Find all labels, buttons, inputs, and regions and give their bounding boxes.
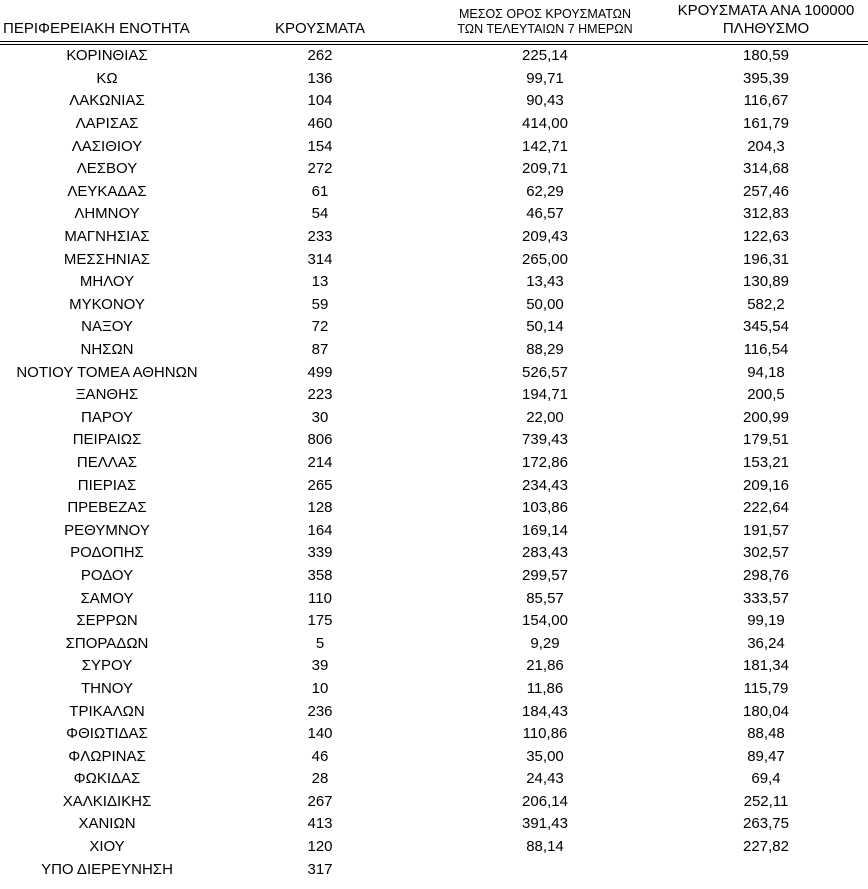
table-row	[0, 43, 868, 68]
cell-avg7: 154,00	[522, 612, 568, 630]
table-row	[0, 339, 868, 362]
table-row	[0, 858, 868, 881]
cell-region: ΚΩ	[96, 69, 118, 87]
cell-per100k: 36,24	[747, 634, 785, 652]
cell-cases: 120	[307, 838, 333, 856]
cell-avg7: 169,14	[522, 521, 568, 539]
cell-per100k: 263,75	[743, 815, 789, 833]
table-body	[0, 43, 868, 881]
cell-per100k: 116,54	[743, 341, 789, 359]
cell-region: ΣΕΡΡΩΝ	[76, 612, 138, 630]
table-row	[0, 565, 868, 588]
table-row	[0, 68, 868, 91]
cell-region: ΣΑΜΟΥ	[80, 589, 134, 607]
column-header-cases-per-100000-line1: ΚΡΟΥΣΜΑΤΑ ΑΝΑ 100000	[677, 2, 855, 19]
cell-region: ΛΑΚΩΝΙΑΣ	[69, 92, 145, 110]
column-header-cases-per-100000-line2: ΠΛΗΘΥΣΜΟ	[722, 20, 810, 37]
cell-region: ΡΟΔΟΠΗΣ	[70, 544, 144, 562]
cell-per100k: 196,31	[743, 250, 789, 268]
cell-avg7: 526,57	[522, 363, 568, 381]
table-row	[0, 610, 868, 633]
cell-region: ΧΙΟΥ	[89, 838, 125, 856]
table-row	[0, 655, 868, 678]
cell-avg7: 283,43	[522, 544, 568, 562]
cell-cases: 413	[307, 815, 333, 833]
cell-per100k	[664, 858, 868, 881]
cell-cases: 460	[307, 115, 333, 133]
table-row	[0, 407, 868, 430]
cell-cases: 314	[307, 250, 333, 268]
cell-cases: 10	[311, 679, 329, 697]
cell-region: ΤΗΝΟΥ	[80, 679, 134, 697]
cell-per100k: 257,46	[743, 182, 789, 200]
table-header	[0, 0, 868, 43]
cell-cases: 339	[307, 544, 333, 562]
cell-cases: 272	[307, 160, 333, 178]
table-row	[0, 361, 868, 384]
column-header-7day-average-line2: ΤΩΝ ΤΕΛΕΥΤΑΙΩΝ 7 ΗΜΕΡΩΝ	[457, 22, 633, 36]
cell-avg7: 103,86	[522, 499, 568, 517]
cell-region: ΛΕΥΚΑΔΑΣ	[67, 182, 147, 200]
cell-region: ΛΑΡΙΣΑΣ	[75, 115, 139, 133]
cell-avg7: 142,71	[522, 137, 568, 155]
cell-per100k: 161,79	[743, 115, 789, 133]
column-header-cases: ΚΡΟΥΣΜΑΤΑ	[214, 0, 426, 43]
cell-per100k: 314,68	[743, 160, 789, 178]
cell-region: ΡΟΔΟΥ	[80, 566, 134, 584]
cell-avg7: 234,43	[522, 476, 568, 494]
cell-per100k: 191,57	[743, 521, 789, 539]
cell-avg7: 13,43	[526, 273, 564, 291]
table-row	[0, 723, 868, 746]
cell-per100k: 209,16	[743, 476, 789, 494]
cell-avg7: 22,00	[526, 408, 564, 426]
cell-region: ΛΑΣΙΘΙΟΥ	[71, 137, 143, 155]
cell-cases: 28	[311, 770, 329, 788]
cell-avg7: 391,43	[522, 815, 568, 833]
cell-per100k: 181,34	[743, 657, 789, 675]
cell-avg7: 194,71	[522, 386, 568, 404]
cell-avg7: 209,71	[522, 160, 568, 178]
cell-cases: 175	[307, 612, 333, 630]
cell-per100k: 200,5	[747, 386, 785, 404]
cell-region: ΣΠΟΡΑΔΩΝ	[65, 634, 149, 652]
cell-avg7: 46,57	[526, 205, 564, 223]
cell-avg7: 172,86	[522, 453, 568, 471]
cell-avg7: 11,86	[526, 679, 564, 697]
cell-cases: 104	[307, 92, 333, 110]
cell-per100k: 298,76	[743, 566, 789, 584]
cell-region: ΣΥΡΟΥ	[81, 657, 133, 675]
cell-cases: 39	[311, 657, 329, 675]
cell-per100k: 200,99	[743, 408, 789, 426]
cell-cases: 262	[307, 47, 333, 65]
table-row	[0, 248, 868, 271]
cell-region: ΚΟΡΙΝΘΙΑΣ	[66, 47, 148, 65]
cell-cases: 223	[307, 386, 333, 404]
table-row	[0, 497, 868, 520]
cell-cases: 806	[307, 431, 333, 449]
cell-per100k: 94,18	[747, 363, 785, 381]
column-header-7day-average	[426, 0, 664, 43]
cell-per100k: 333,57	[743, 589, 789, 607]
cell-per100k: 89,47	[747, 747, 785, 765]
cell-avg7: 414,00	[522, 115, 568, 133]
table-row	[0, 384, 868, 407]
table-row	[0, 678, 868, 701]
cell-cases: 267	[307, 792, 333, 810]
cell-cases: 46	[311, 747, 329, 765]
cell-cases: 59	[311, 295, 329, 313]
cell-per100k: 302,57	[743, 544, 789, 562]
cell-per100k: 582,2	[747, 295, 785, 313]
table-row	[0, 429, 868, 452]
cell-per100k: 180,04	[743, 702, 789, 720]
cell-cases: 72	[311, 318, 329, 336]
cell-avg7: 99,71	[526, 69, 564, 87]
cell-cases: 358	[307, 566, 333, 584]
cell-region: ΝΟΤΙΟΥ ΤΟΜΕΑ ΑΘΗΝΩΝ	[16, 363, 198, 381]
table-row	[0, 542, 868, 565]
column-header-region: ΠΕΡΙΦΕΡΕΙΑΚΗ ΕΝΟΤΗΤΑ	[0, 0, 214, 43]
cell-per100k: 99,19	[747, 612, 785, 630]
cell-cases: 499	[307, 363, 333, 381]
cell-avg7: 9,29	[530, 634, 560, 652]
cell-region: ΠΕΛΛΑΣ	[76, 453, 138, 471]
table-row	[0, 271, 868, 294]
table-row	[0, 632, 868, 655]
table-row	[0, 113, 868, 136]
cell-cases: 154	[307, 137, 333, 155]
table-row	[0, 768, 868, 791]
cell-region: ΠΑΡΟΥ	[80, 408, 134, 426]
cell-region: ΡΕΘΥΜΝΟΥ	[64, 521, 150, 539]
cell-avg7: 206,14	[522, 792, 568, 810]
cell-region: ΜΗΛΟΥ	[79, 273, 135, 291]
cell-per100k: 180,59	[743, 47, 789, 65]
cell-avg7: 35,00	[526, 747, 564, 765]
cell-avg7: 209,43	[522, 228, 568, 246]
cell-per100k: 130,89	[743, 273, 789, 291]
cell-avg7: 88,14	[526, 838, 564, 856]
cell-per100k: 179,51	[743, 431, 789, 449]
cell-region: ΞΑΝΘΗΣ	[75, 386, 139, 404]
cell-region: ΛΗΜΝΟΥ	[74, 205, 140, 223]
cell-avg7: 225,14	[522, 47, 568, 65]
cell-avg7: 62,29	[526, 182, 564, 200]
table-row	[0, 316, 868, 339]
table-row	[0, 519, 868, 542]
cell-cases: 54	[311, 205, 329, 223]
cell-per100k: 122,63	[743, 228, 789, 246]
cell-region: ΦΛΩΡΙΝΑΣ	[68, 747, 146, 765]
cell-per100k: 312,83	[743, 205, 789, 223]
cell-avg7: 299,57	[522, 566, 568, 584]
header-row	[0, 0, 868, 43]
cell-cases: 140	[307, 725, 333, 743]
cell-avg7: 184,43	[522, 702, 568, 720]
cell-region: ΠΙΕΡΙΑΣ	[77, 476, 137, 494]
cell-avg7: 265,00	[522, 250, 568, 268]
cell-region: ΜΑΓΝΗΣΙΑΣ	[64, 228, 150, 246]
cell-cases: 87	[311, 341, 329, 359]
cell-per100k: 252,11	[743, 792, 789, 810]
table-row	[0, 203, 868, 226]
table-row	[0, 158, 868, 181]
cell-avg7: 50,00	[526, 295, 564, 313]
cell-per100k: 204,3	[747, 137, 785, 155]
cell-per100k: 227,82	[743, 838, 789, 856]
table-row	[0, 452, 868, 475]
cell-region: ΛΕΣΒΟΥ	[76, 160, 138, 178]
table-row	[0, 836, 868, 859]
cell-region: ΧΑΛΚΙΔΙΚΗΣ	[62, 792, 152, 810]
table-row	[0, 813, 868, 836]
table-row	[0, 700, 868, 723]
cell-per100k: 115,79	[743, 679, 789, 697]
table-row	[0, 587, 868, 610]
cell-cases: 236	[307, 702, 333, 720]
cell-avg7: 85,57	[526, 589, 564, 607]
cell-region: ΧΑΝΙΩΝ	[78, 815, 136, 833]
cell-per100k: 222,64	[743, 499, 789, 517]
table-row	[0, 226, 868, 249]
table-row	[0, 745, 868, 768]
cell-avg7: 24,43	[526, 770, 564, 788]
table-row	[0, 90, 868, 113]
cell-avg7: 110,86	[522, 725, 568, 743]
column-header-7day-average-line1: ΜΕΣΟΣ ΟΡΟΣ ΚΡΟΥΣΜΑΤΩΝ	[458, 7, 632, 21]
table-row	[0, 791, 868, 814]
table-row	[0, 135, 868, 158]
cell-per100k: 69,4	[751, 770, 781, 788]
cell-region: ΥΠΟ ΔΙΕΡΕΥΝΗΣΗ	[41, 860, 173, 878]
cell-cases: 233	[307, 228, 333, 246]
table-row	[0, 474, 868, 497]
cell-avg7: 739,43	[522, 431, 568, 449]
cell-region: ΤΡΙΚΑΛΩΝ	[69, 702, 145, 720]
cell-region: ΜΥΚΟΝΟΥ	[69, 295, 145, 313]
cell-cases: 317	[307, 860, 333, 878]
cell-region: ΝΑΞΟΥ	[81, 318, 133, 336]
cell-per100k: 395,39	[743, 69, 789, 87]
cell-cases: 30	[311, 408, 329, 426]
cell-per100k: 345,54	[743, 318, 789, 336]
table-row	[0, 181, 868, 204]
cell-cases: 265	[307, 476, 333, 494]
cell-cases: 5	[315, 634, 325, 652]
cell-avg7: 90,43	[526, 92, 564, 110]
cell-avg7: 88,29	[526, 341, 564, 359]
cell-region: ΦΘΙΩΤΙΔΑΣ	[66, 725, 148, 743]
cell-cases: 128	[307, 499, 333, 517]
cell-cases: 214	[307, 453, 333, 471]
cell-per100k: 88,48	[747, 725, 785, 743]
column-header-cases-per-100000	[664, 0, 868, 43]
cell-avg7: 50,14	[526, 318, 564, 336]
cell-cases: 136	[307, 69, 333, 87]
cell-region: ΦΩΚΙΔΑΣ	[73, 770, 141, 788]
cell-per100k: 116,67	[743, 92, 789, 110]
cell-per100k: 153,21	[743, 453, 789, 471]
cell-cases: 13	[311, 273, 329, 291]
cell-avg7: 21,86	[526, 657, 564, 675]
cell-region: ΜΕΣΣΗΝΙΑΣ	[63, 250, 151, 268]
cell-region: ΝΗΣΩΝ	[80, 341, 134, 359]
cell-avg7	[426, 858, 664, 881]
cell-region: ΠΡΕΒΕΖΑΣ	[67, 499, 147, 517]
cell-region: ΠΕΙΡΑΙΩΣ	[72, 431, 142, 449]
cell-cases: 164	[307, 521, 333, 539]
cell-cases: 110	[308, 589, 332, 607]
cell-cases: 61	[311, 182, 329, 200]
table-row	[0, 294, 868, 317]
